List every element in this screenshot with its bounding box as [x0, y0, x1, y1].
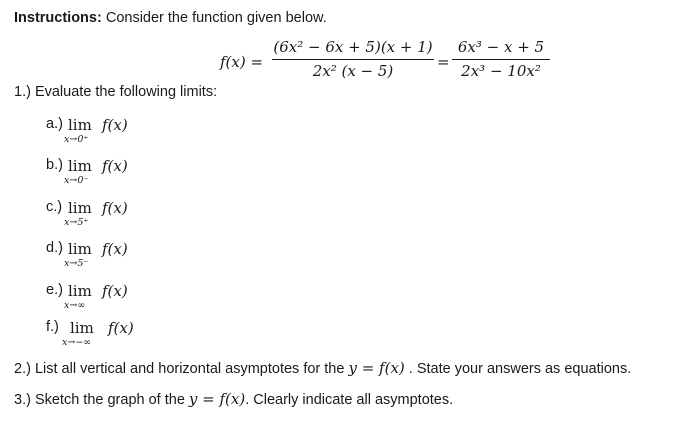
question-2-text-after: . State your answers as equations. [404, 361, 632, 377]
limit-subscript: x→∞ [64, 300, 86, 311]
lim-word: lim [68, 157, 92, 175]
fraction-factored-numerator: (6x² − 6x + 5)(x + 1) [273, 38, 433, 56]
lim-word: lim [68, 282, 92, 300]
limit-label: c.) [46, 199, 63, 215]
question-1-prompt: 1.) Evaluate the following limits: [14, 84, 218, 100]
lim-word: lim [68, 240, 92, 258]
question-3-text-before: 3.) Sketch the graph of the [14, 392, 189, 408]
instructions-label: Instructions: [14, 10, 102, 26]
limit-label: a.) [46, 116, 63, 132]
fraction-expanded-numerator: 6x³ − x + 5 [457, 38, 545, 56]
limit-expression: f(x) [102, 116, 128, 134]
lim-word: lim [68, 116, 92, 134]
limit-label: f.) [46, 319, 59, 335]
limit-expression: f(x) [102, 157, 128, 175]
fraction-bar [452, 59, 550, 60]
limit-label: b.) [46, 157, 63, 173]
limit-expression: f(x) [102, 240, 128, 258]
limit-subscript: x→0⁻ [64, 175, 89, 186]
question-3-math: y = f(x) [188, 390, 246, 408]
fraction-bar [272, 59, 434, 60]
question-2-text-before: 2.) List all vertical and horizontal asymptotes for the [14, 361, 349, 377]
fraction-factored-denominator: 2x² (x − 5) [312, 62, 394, 80]
equals-sign: = [437, 53, 450, 71]
instructions-line [14, 10, 327, 26]
question-3-text-after: . Clearly indicate all asymptotes. [245, 392, 454, 408]
limit-label: e.) [46, 282, 63, 298]
limit-subscript: x→−∞ [62, 337, 92, 348]
instructions-text: Consider the function given below. [101, 10, 327, 26]
lim-word: lim [68, 199, 92, 217]
fraction-expanded [452, 38, 550, 80]
fraction-factored [272, 38, 434, 80]
limit-label: d.) [46, 240, 63, 256]
question-3 [14, 390, 453, 408]
question-2 [14, 359, 631, 377]
function-lhs: f(x) = [220, 53, 264, 71]
limit-subscript: x→5⁻ [64, 258, 89, 269]
limit-expression: f(x) [102, 199, 128, 217]
lim-word: lim [70, 319, 94, 337]
limit-expression: f(x) [108, 319, 134, 337]
limit-subscript: x→5⁺ [64, 217, 89, 228]
limit-subscript: x→0⁺ [64, 134, 89, 145]
question-2-math: y = f(x) [348, 359, 405, 377]
limit-expression: f(x) [102, 282, 128, 300]
fraction-expanded-denominator: 2x³ − 10x² [461, 62, 541, 80]
